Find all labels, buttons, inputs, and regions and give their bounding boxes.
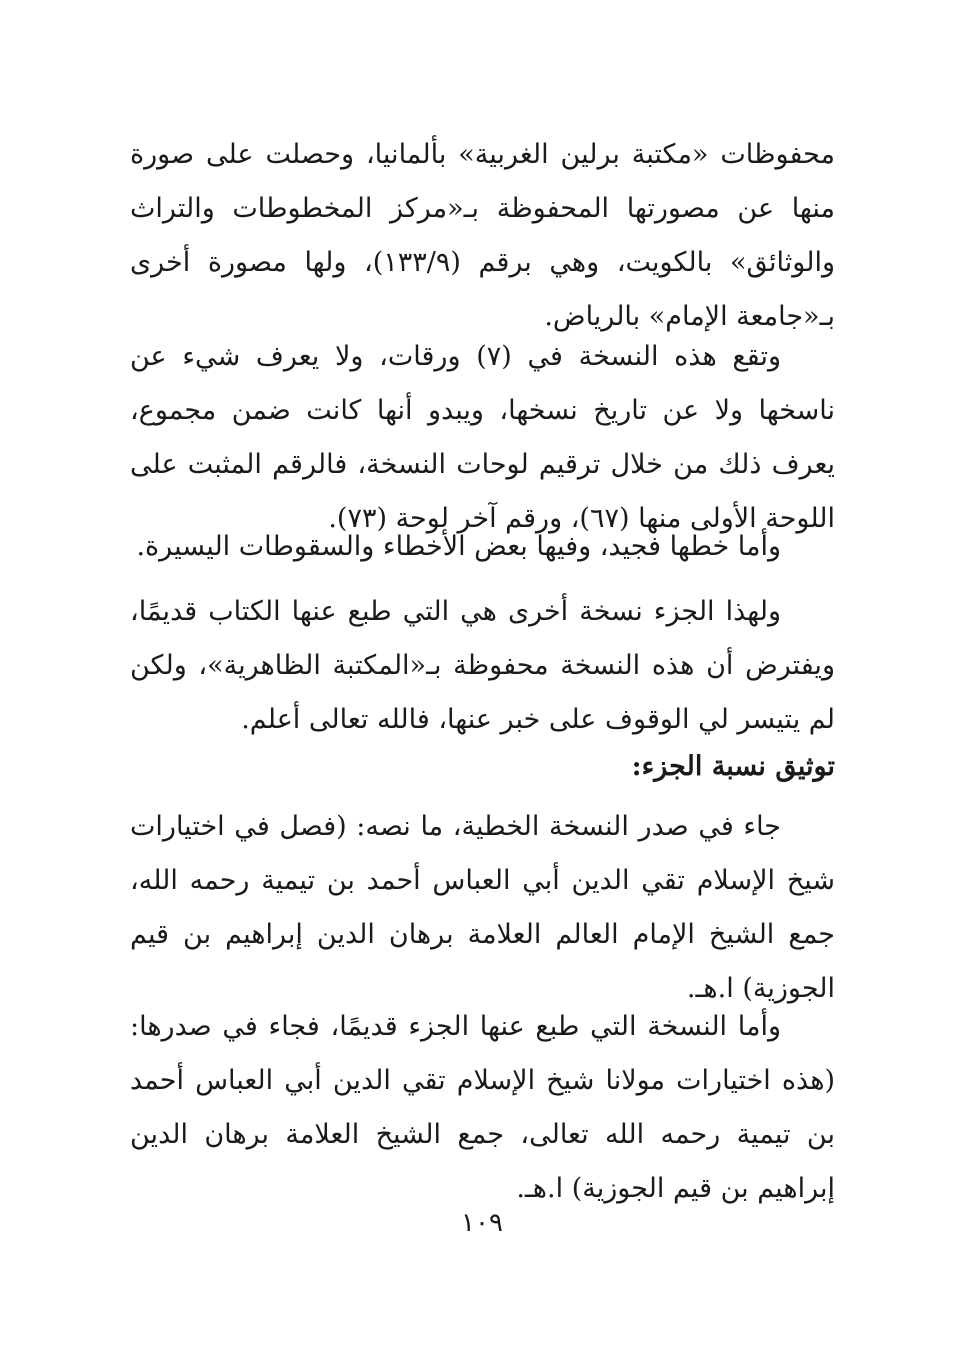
paragraph-printed-title: وأما النسخة التي طبع عنها الجزء قديمًا، فجاء في صدرها: (هذه اختيارات مولانا شيخ الإسلام تقي الدين أبي العباس أحمد بن تيمية رحمه الله تعالى، جمع الشيخ العلامة برهان الدين إبراهيم بن قيم الجوزية) ا.هـ. xyxy=(130,1011,835,1204)
paragraph-manuscript-title: جاء في صدر النسخة الخطية، ما نصه: (فصل في اختيارات شيخ الإسلام تقي الدين أبي العباس أحمد بن تيمية رحمه الله، جمع الشيخ الإمام العالم العلامة برهان الدين إبراهيم بن قيم الجوزية) ا.هـ. xyxy=(130,811,835,1004)
section-heading: توثيق نسبة الجزء: xyxy=(631,751,835,782)
paragraph-manuscript-location: محفوظات «مكتبة برلين الغربية» بألمانيا، وحصلت على صورة منها عن مصورتها المحفوظة بـ«مركز المخطوطات والتراث والوثائق» بالكويت، وهي برقم (١٣٣/٩)، ولها مصورة أخرى بـ«جامعة الإمام» بالرياض. xyxy=(130,139,835,332)
page-number: ١٠٩ xyxy=(461,1208,503,1238)
paragraph-manuscript-description: وتقع هذه النسخة في (٧) ورقات، ولا يعرف شيء عن ناسخها ولا عن تاريخ نسخها، ويبدو أنها كانت ضمن مجموع، يعرف ذلك من خلال ترقيم لوحات النسخة، فالرقم المثبت على اللوحة الأولى منها (٦٧)، ورقم آخر لوحة (٧٣). xyxy=(130,341,835,534)
paragraph-handwriting: وأما خطها فجيد، وفيها بعض الأخطاء والسقوطات اليسيرة. xyxy=(136,531,781,562)
paragraph-other-copy: ولهذا الجزء نسخة أخرى هي التي طبع عنها الكتاب قديمًا، ويفترض أن هذه النسخة محفوظة بـ«المكتبة الظاهرية»، ولكن لم يتيسر لي الوقوف على خبر عنها، فالله تعالى أعلم. xyxy=(130,596,835,735)
